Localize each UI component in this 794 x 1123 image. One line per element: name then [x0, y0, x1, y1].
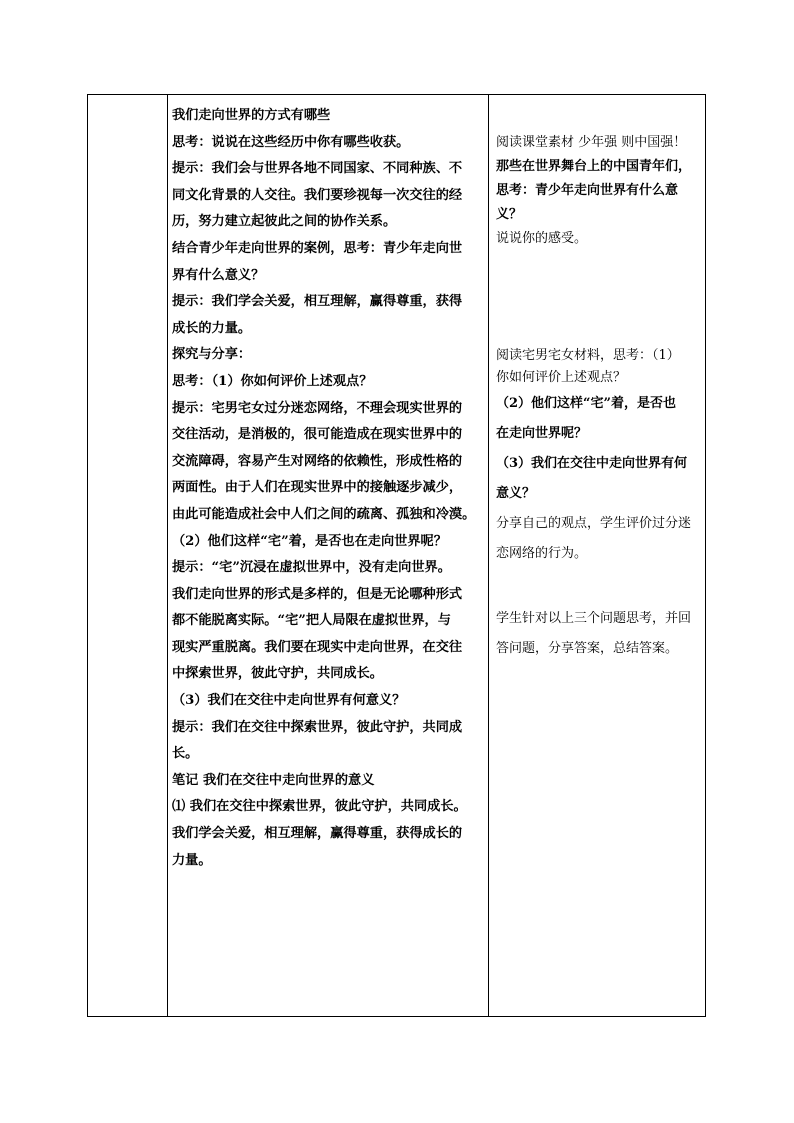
lesson-table — [87, 94, 706, 1017]
text-line: 由此可能造成社会中人们之间的疏离、孤独和冷漠。 — [172, 506, 476, 522]
text-line: 意义？ — [496, 486, 536, 501]
column-divider-2 — [488, 95, 489, 1016]
text-line: 思考：（1）你如何评价上述观点？ — [172, 373, 373, 389]
text-line: 提示：我们在交往中探索世界，彼此守护，共同成 — [172, 719, 463, 735]
text-line: 交往活动，是消极的，很可能造成在现实世界中的 — [172, 427, 463, 443]
text-line: 提示：我们会与世界各地不同国家、不同种族、不 — [172, 161, 463, 177]
text-line: 界有什么意义？ — [172, 267, 265, 283]
text-line: 在走向世界呢？ — [496, 426, 588, 441]
text-line: ⑴ 我们在交往中探索世界，彼此守护，共同成长。 — [172, 799, 467, 815]
text-line: 提示：宅男宅女过分迷恋网络，不理会现实世界的 — [172, 400, 463, 416]
text-line: 力量。 — [172, 852, 212, 868]
teacher-content-column — [172, 103, 488, 874]
text-line: （3）我们在交往中走向世界有何 — [496, 456, 688, 471]
text-line: （3）我们在交往中走向世界有何意义？ — [172, 693, 406, 709]
text-line: 那些在世界舞台上的中国青年们， — [496, 159, 692, 174]
text-line: 现实严重脱离。我们要在现实中走向世界，在交往 — [172, 639, 463, 655]
text-line: 义？ — [496, 207, 523, 222]
text-line: 成长的力量。 — [172, 320, 252, 336]
text-line: 说说你的感受。 — [496, 231, 588, 246]
text-line: 我们走向世界的形式是多样的，但是无论哪种形式 — [172, 586, 463, 602]
activity-block-3 — [496, 604, 702, 664]
text-line: 长。 — [172, 746, 199, 762]
notes-heading: 笔记 我们在交往中走向世界的意义 — [172, 772, 375, 788]
student-activity-column — [496, 131, 702, 664]
text-line: 答问题，分享答案，总结答案。 — [496, 641, 679, 656]
text-line: 都不能脱离实际。“宅”把人局限在虚拟世界，与 — [172, 613, 451, 629]
text-line: 两面性。由于人们在现实世界中的接触逐步减少， — [172, 480, 463, 496]
column-divider-1 — [167, 95, 168, 1016]
text-line: 恋网络的行为。 — [496, 546, 588, 561]
text-line: 探究与分享： — [172, 347, 252, 363]
text-line: （2）他们这样“宅”着，是否也 — [496, 396, 677, 411]
text-line: 你如何评价上述观点？ — [496, 370, 627, 385]
text-line: 历，努力建立起彼此之间的协作关系。 — [172, 214, 397, 230]
text-line: 学生针对以上三个问题思考，并回 — [496, 611, 692, 626]
text-line: 提示：“宅”沉浸在虚拟世界中，没有走向世界。 — [172, 560, 451, 576]
activity-block-1 — [496, 131, 702, 251]
text-line: 阅读宅男宅女材料，思考：（1） — [496, 348, 680, 363]
text-line: 我们学会关爱，相互理解，赢得尊重，获得成长的 — [172, 826, 463, 842]
text-line: 阅读课堂素材 少年强 则中国强！ — [496, 135, 687, 150]
section-heading: 我们走向世界的方式有哪些 — [172, 108, 331, 123]
text-line: 思考：说说在这些经历中你有哪些收获。 — [172, 134, 410, 150]
text-line: 分享自己的观点，学生评价过分迷 — [496, 516, 692, 531]
text-line: （2）他们这样“宅”着，是否也在走向世界呢？ — [172, 533, 447, 549]
text-line: 中探索世界，彼此守护，共同成长。 — [172, 666, 383, 682]
text-line: 结合青少年走向世界的案例，思考：青少年走向世 — [172, 240, 463, 256]
text-line: 交流障碍，容易产生对网络的依赖性，形成性格的 — [172, 453, 463, 469]
activity-block-2 — [496, 345, 702, 569]
text-line: 思考：青少年走向世界有什么意 — [496, 183, 679, 198]
text-line: 提示：我们学会关爱，相互理解，赢得尊重，获得 — [172, 294, 463, 310]
text-line: 同文化背景的人交往。我们要珍视每一次交往的经 — [172, 187, 463, 203]
